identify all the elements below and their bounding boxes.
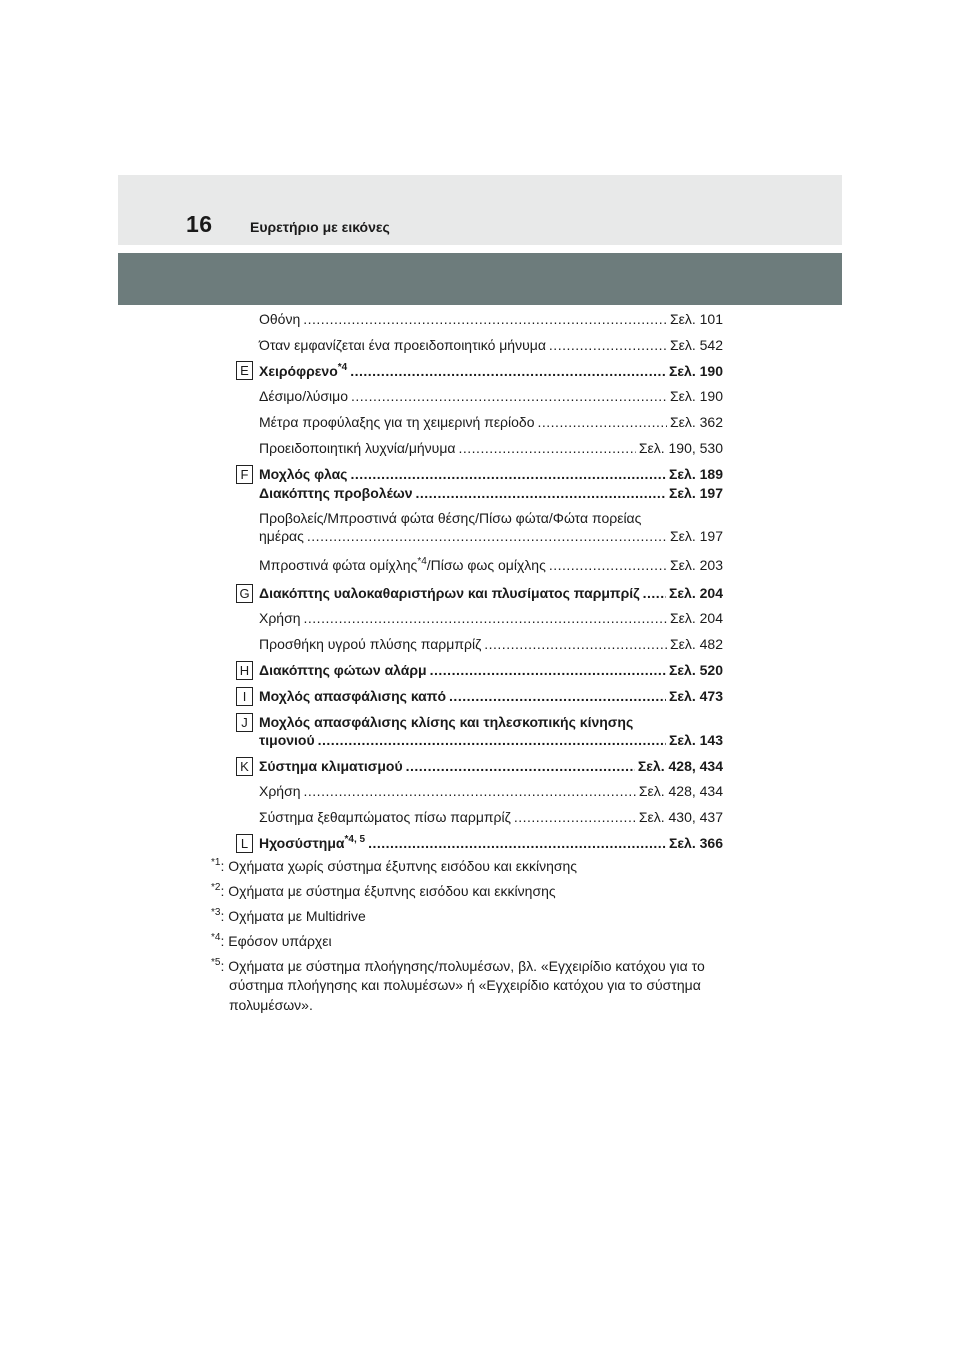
index-entry: Χρήση ..... Σελ. 428, 434 [259, 782, 723, 800]
section-letter-box: K [236, 757, 253, 776]
index-entry-heading: Ηχοσύστημα$^{*4, 5}$ ..... Σελ. 366 [259, 834, 723, 852]
footnote: $^{*1}$: Οχήματα χωρίς σύστημα έξυπνης εισόδου και εκκίνησης [211, 857, 578, 874]
section-letter-box: E [236, 361, 253, 380]
page-ref: Σελ. 190 [669, 388, 723, 404]
page-ref: Σελ. 362 [669, 414, 723, 430]
page-ref: Σελ. 430, 437 [638, 809, 723, 825]
page-ref: Σελ. 520 [669, 662, 723, 678]
index-entry-line: Μοχλός απασφάλισης κλίσης και τηλεσκοπικής κίνησης [259, 714, 634, 730]
page-ref: Σελ. 197 [669, 485, 723, 501]
index-entry-heading: Μοχλός φλας ..... Σελ. 189 [259, 465, 723, 483]
section-letter-box: I [236, 687, 253, 706]
section-banner [118, 253, 842, 305]
index-entry-heading: τιμονιού ..... Σελ. 143 [259, 731, 723, 749]
index-entry: Προειδοποιητική λυχνία/μήνυμα ..... Σελ. 190, 530 [259, 439, 723, 457]
footnote: $^{*5}$: Οχήματα με σύστημα πλοήγησης/πολυμέσων, βλ. «Εγχειρίδιο κατόχου για το [211, 957, 705, 974]
section-letter-box: H [236, 661, 253, 680]
index-entry-heading: Μοχλός απασφάλισης καπό ..... Σελ. 473 [259, 687, 723, 705]
section-letter-box: L [236, 834, 253, 853]
index-entry-heading: Διακόπτης υαλοκαθαριστήρων και πλυσίματος παρμπρίζ ..... Σελ. 204 [259, 584, 723, 602]
index-entry: Όταν εμφανίζεται ένα προειδοποιητικό μήνυμα ..... Σελ. 542 [259, 336, 723, 354]
page-ref: Σελ. 197 [669, 528, 723, 544]
page-ref: Σελ. 190, 530 [638, 440, 723, 456]
page-ref: Σελ. 203 [669, 557, 723, 573]
index-entry-line: Προβολείς/Μπροστινά φώτα θέσης/Πίσω φώτα/Φώτα πορείας [259, 510, 642, 526]
page-ref: Σελ. 473 [669, 688, 723, 704]
section-letter-box: F [236, 465, 253, 484]
index-entry: Σύστημα ξεθαμπώματος πίσω παρμπρίζ ..... Σελ. 430, 437 [259, 808, 723, 826]
index-entry-heading: Σύστημα κλιματισμού ..... Σελ. 428, 434 [259, 757, 723, 775]
page-ref: Σελ. 542 [669, 337, 723, 353]
page-ref: Σελ. 428, 434 [637, 758, 723, 774]
section-title: Ευρετήριο με εικόνες [250, 219, 390, 235]
page-number: 16 [186, 211, 213, 237]
index-entry: Προσθήκη υγρού πλύσης παρμπρίζ ..... Σελ. 482 [259, 635, 723, 653]
page-ref: Σελ. 366 [669, 835, 723, 851]
header-band [118, 175, 842, 245]
footnote-continuation: πολυμέσων». [229, 997, 313, 1013]
index-entry-heading: Διακόπτης προβολέων ..... Σελ. 197 [259, 484, 723, 502]
index-entry-heading: Χειρόφρενο$^{*4}$ ..... Σελ. 190 [259, 362, 723, 380]
page-ref: Σελ. 482 [669, 636, 723, 652]
footnote: $^{*2}$: Οχήματα με σύστημα έξυπνης εισόδου και εκκίνησης [211, 882, 556, 899]
section-letter-box: J [236, 713, 253, 732]
index-entry: Μπροστινά φώτα ομίχλης$^{*4}$/Πίσω φως ομίχλης ..... Σελ. 203 [259, 556, 723, 574]
page-ref: Σελ. 143 [669, 732, 723, 748]
index-entry: Μέτρα προφύλαξης για τη χειμερινή περίοδο ..... Σελ. 362 [259, 413, 723, 431]
footnote-continuation: σύστημα πλοήγησης και πολυμέσων» ή «Εγχειρίδιο κατόχου για το σύστημα [229, 977, 701, 993]
index-entry-heading: Διακόπτης φώτων αλάρμ ..... Σελ. 520 [259, 661, 723, 679]
page-ref: Σελ. 190 [669, 363, 723, 379]
index-entry: Οθόνη ..... Σελ. 101 [259, 310, 723, 328]
section-letter-box: G [236, 584, 253, 603]
footnote: $^{*4}$: Εφόσον υπάρχει [211, 932, 332, 949]
index-entry: Δέσιμο/λύσιμο ..... Σελ. 190 [259, 387, 723, 405]
page-ref: Σελ. 189 [669, 466, 723, 482]
index-entry: ημέρας ..... Σελ. 197 [259, 527, 723, 545]
page-ref: Σελ. 204 [669, 610, 723, 626]
footnote: $^{*3}$: Οχήματα με Multidrive [211, 907, 366, 924]
page-ref: Σελ. 101 [669, 311, 723, 327]
index-entry: Χρήση ..... Σελ. 204 [259, 609, 723, 627]
page-ref: Σελ. 428, 434 [638, 783, 723, 799]
page-ref: Σελ. 204 [669, 585, 723, 601]
